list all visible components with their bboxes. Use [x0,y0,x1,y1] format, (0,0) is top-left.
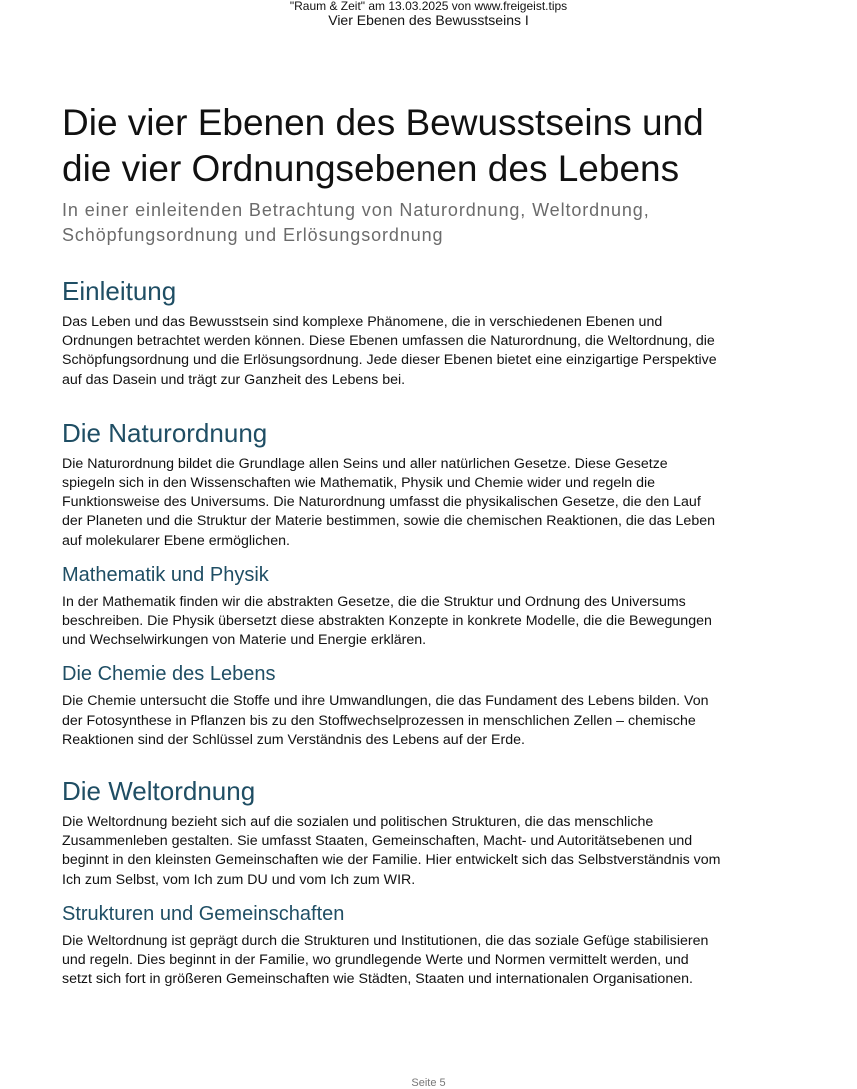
section-naturordnung [62,417,722,750]
subsection-strukturen [62,902,722,990]
section-weltordnung [62,775,722,989]
document-title [62,100,722,192]
paragraph-einleitung: Das Leben und das Bewusstsein sind komplexe Phänomene, die in verschiedenen Ebenen und Ordnungen betrachtet werden können. Diese Ebenen umfassen die Naturordnung, die Weltordnung, die Schöpfungsordnung und die Erlösungsordnung. Jede dieser Ebenen bietet eine einzigartige Perspektive auf das Dasein und trägt zur Ganzheit des Lebens bei. [62,314,717,388]
document-content [62,100,722,989]
paragraph-chemie: Die Chemie untersucht die Stoffe und ihre Umwandlungen, die das Fundament des Lebens bilden. Von der Fotosynthese in Pflanzen bis zu den Stoffwechselprozessen in menschlichen Zellen – chemische Reaktionen sind der Schlüssel zum Verständnis des Lebens auf der Erde. [62,693,709,748]
section-einleitung [62,275,722,390]
subsection-chemie [62,662,722,750]
heading-einleitung: Einleitung [62,276,177,306]
subtitle-line-1: In einer einleitenden Betrachtung von Naturordnung, Weltordnung, [62,200,650,220]
page-header [0,0,857,29]
header-source: "Raum & Zeit" am 13.03.2025 von www.freigeist.tips [289,0,568,13]
document-title-line-2: die vier Ordnungsebenen des Lebens [62,148,680,189]
heading-weltordnung: Die Weltordnung [62,776,256,807]
document-subtitle [62,198,722,248]
heading-naturordnung: Die Naturordnung [62,417,268,448]
paragraph-mathematik-physik: In der Mathematik finden wir die abstrakten Gesetze, die die Struktur und Ordnung des Universums beschreiben. Die Physik übersetzt diese abstrakten Konzepte in konkrete Modelle, die die Bewegungen und Wechselwirkungen von Materie und Energie erklären. [62,593,712,649]
paragraph-naturordnung: Die Naturordnung bildet die Grundlage allen Seins und aller natürlichen Gesetze. Diese Gesetze spiegeln sich in den Wissenschaften wie Mathematik, Physik und Chemie wider und regeln die Funktionsweise des Universums. Die Naturordnung umfasst die physikalischen Gesetze, die den Lauf der Planeten und die Struktur der Materie bestimmen, sowie die chemischen Reaktionen, die das Leben auf molekularer Ebene ermöglichen. [62,455,715,549]
paragraph-strukturen: Die Weltordnung ist geprägt durch die Strukturen und Institutionen, die das soziale Gefüge stabilisieren und regeln. Dies beginnt in der Familie, wo grundlegende Werte und Normen vermittelt werden, und setzt sich fort in größeren Gemeinschaften wie Städten, Staaten und internationalen Organisationen. [62,932,709,988]
page-number: Seite 5 [411,1077,446,1089]
header-title: Vier Ebenen des Bewusstseins I [328,12,529,28]
heading-chemie: Die Chemie des Lebens [62,663,276,686]
paragraph-weltordnung: Die Weltordnung bezieht sich auf die sozialen und politischen Strukturen, die das menschliche Zusammenleben gestalten. Sie umfasst Staaten, Gemeinschaften, Macht- und Autoritätsebenen und beginnt in den kleinsten Gemeinschaften wie der Familie. Hier entwickelt sich das Selbstverständnis vom Ich zum Selbst, vom Ich zum DU und vom Ich zum WIR. [62,814,721,888]
subsection-mathematik-physik [62,563,722,651]
heading-strukturen: Strukturen und Gemeinschaften [62,902,345,925]
document-title-line-1: Die vier Ebenen des Bewusstseins und [62,102,704,143]
subtitle-line-2: Schöpfungsordnung und Erlösungsordnung [62,225,444,245]
heading-mathematik-physik: Mathematik und Physik [62,563,269,586]
